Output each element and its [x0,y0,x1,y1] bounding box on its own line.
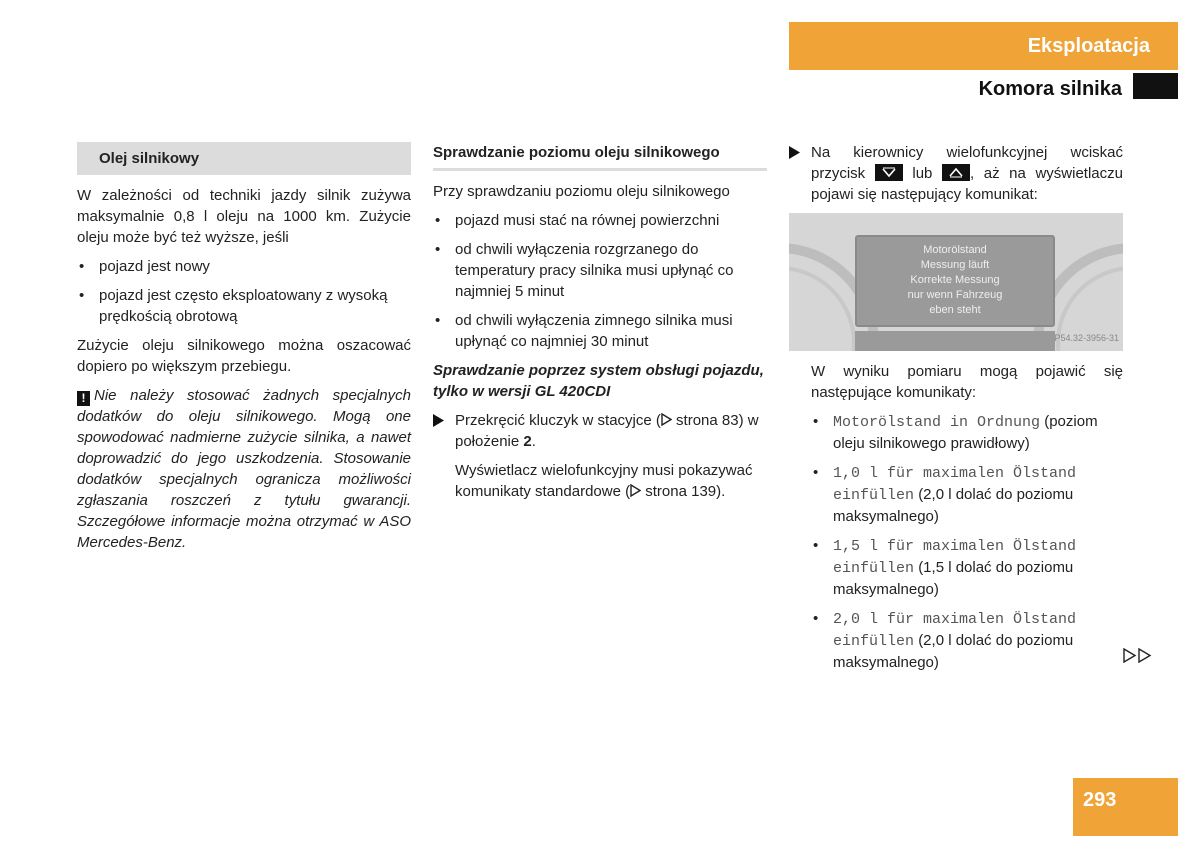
subsection-marker [1133,73,1178,99]
list-item: • pojazd jest nowy [79,258,210,275]
down-button-icon [875,164,903,181]
subheading-system: Sprawdzanie poprzez system obsługi pojazdu, tylko w wersji GL 420CDI [433,362,764,400]
step-key-turn: Przekręcić kluczyk w stacyjce ( strona 83) w położenie 2. [433,410,767,452]
heading-olej-silnikowy: Olej silnikowy [77,142,411,175]
column-3 [789,142,1123,681]
continued-arrows-icon [1123,648,1153,663]
list-item: • od chwili wyłączenia rozgrzanego do temperatury pracy silnika musi upłynąć co najmniej 5 minut [435,241,734,300]
list-item: • Motorölstand in Ordnung (poziom oleju silnikowego prawidłowy) [813,413,1098,452]
result-intro: W wyniku pomiaru mogą pojawić się następujące komunikaty: [811,363,1123,401]
section-title: Eksploatacja [1027,34,1150,57]
warning-icon: ! [77,391,90,406]
consumption-paragraph: Zużycie oleju silnikowego można oszacować dopiero po większym przebiegu. [77,337,411,375]
up-button-icon [942,164,970,181]
display-screen: Motorölstand Messung läuft Korrekte Messung nur wenn Fahrzeug eben steht [855,235,1055,327]
page-reference-icon [630,484,641,497]
warning-note: ! Nie należy stosować żadnych specjalnych dodatków do oleju silnikowego. Mogą one spowodować nadmierne zużycie silnika, a nawet doprowadzić do jego uszkodzenia. Stosowanie dodatków specjalnych ogranicza możliwości zgłaszania roszczeń z tytułu gwarancji. Szczegółowe informacje można otrzymać w ASO Mercedes-Benz. [77,387,411,551]
step-arrow-icon [433,414,444,427]
section-tab [789,22,1178,70]
list-item: • pojazd jest często eksploatowany z wysoką prędkością obrotową [79,287,388,325]
page-number: 293 [1073,778,1178,836]
column-1 [77,142,411,561]
subsection-title: Komora silnika [978,78,1122,100]
column-2 [433,142,767,510]
multifunction-display-image [789,213,1123,351]
intro-paragraph: W zależności od techniki jazdy silnik zużywa maksymalnie 0,8 l oleju na 1000 km. Zużycie oleju może być też wyższe, jeśli [77,187,411,246]
list-item: • 2,0 l für maximalen Ölstand einfüllen (2,0 l dolać do poziomu maksymalnego) [813,610,1077,671]
list-item: • pojazd musi stać na równej powierzchni [435,212,720,229]
intro-paragraph: Przy sprawdzaniu poziomu oleju silnikowego [433,183,730,200]
step-arrow-icon [789,146,800,159]
list-item: • 1,5 l für maximalen Ölstand einfüllen (1,5 l dolać do poziomu maksymalnego) [813,537,1077,598]
heading-sprawdzanie: Sprawdzanie poziomu oleju silnikowego [433,142,767,171]
step-press-button: Na kierownicy wielofunkcyjnej wciskać przycisk lub , aż na wyświetlaczu pojawi się następujący komunikat: [789,142,1123,205]
list-item: • od chwili wyłączenia zimnego silnika musi upłynąć co najmniej 30 minut [435,312,733,350]
page-reference-icon [661,413,672,426]
list-item: • 1,0 l für maximalen Ölstand einfüllen (2,0 l dolać do poziomu maksymalnego) [813,464,1077,525]
display-paragraph: Wyświetlacz wielofunkcyjny musi pokazywać komunikaty standardowe ( strona 139). [455,462,753,500]
image-code: P54.32-3956-31 [1054,333,1119,343]
